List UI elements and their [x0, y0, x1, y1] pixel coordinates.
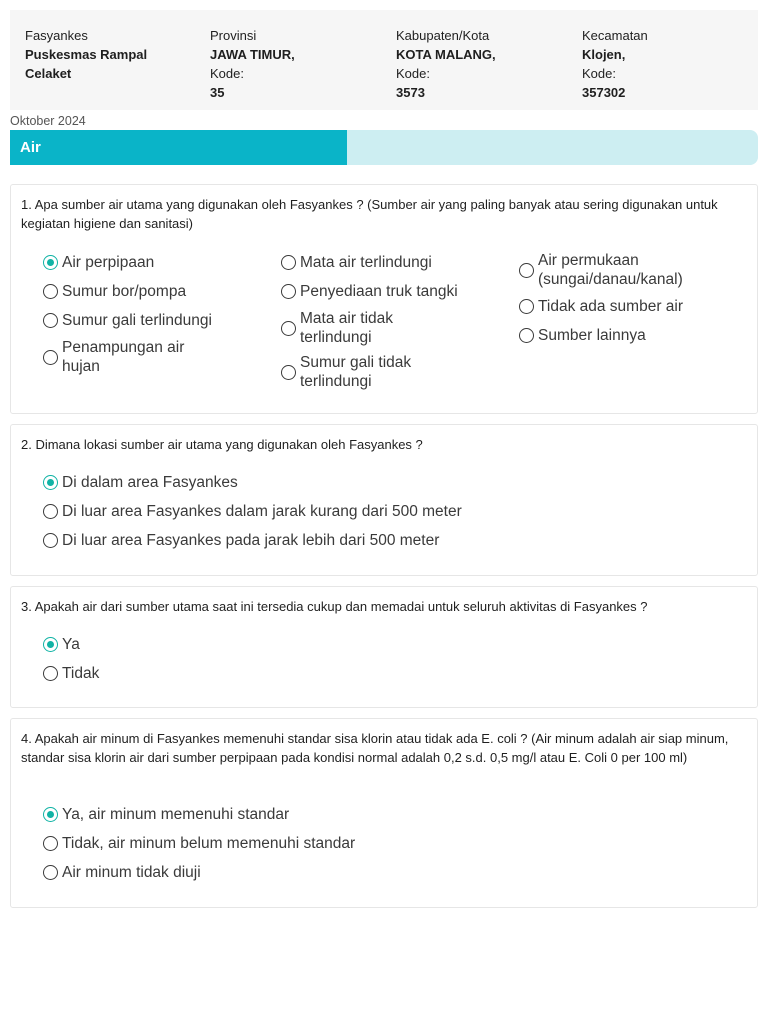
radio-icon[interactable]	[43, 284, 58, 299]
period-label: Oktober 2024	[10, 114, 86, 128]
fasyankes-column	[25, 26, 147, 83]
option-di-luar-kurang-500[interactable]	[43, 502, 462, 521]
radio-icon[interactable]	[43, 533, 58, 548]
provinsi-kode: 35	[210, 85, 225, 100]
option-sumur-bor[interactable]	[43, 282, 186, 301]
provinsi-column	[210, 26, 295, 102]
kabupaten-label: Kabupaten/Kota	[396, 28, 490, 43]
provinsi-kode-label: Kode:	[210, 66, 244, 81]
question-text: 1. Apa sumber air utama yang digunakan oleh Fasyankes ? (Sumber air yang paling banyak atau sering digunakan untuk kegiatan higiene dan sanitasi)	[21, 197, 718, 231]
option-belum-memenuhi-standar[interactable]	[43, 834, 355, 853]
fasyankes-name-line1: Puskesmas Rampal	[25, 47, 148, 62]
radio-icon[interactable]	[43, 504, 58, 519]
fasyankes-name-line2: Celaket	[25, 66, 72, 81]
radio-icon[interactable]	[43, 865, 58, 880]
option-label: Sumur gali tidak terlindungi	[300, 354, 412, 390]
option-label: Penampungan air hujan	[62, 339, 185, 375]
option-tidak[interactable]	[43, 664, 99, 683]
option-sumur-gali-tidak-terlindungi[interactable]	[281, 353, 456, 391]
option-ya[interactable]	[43, 635, 80, 654]
fasyankes-label: Fasyankes	[25, 28, 88, 43]
kecamatan-label: Kecamatan	[582, 28, 648, 43]
option-penyediaan-truk-tangki[interactable]	[281, 282, 458, 301]
kabupaten-value: KOTA MALANG,	[396, 47, 496, 62]
question-text: 4. Apakah air minum di Fasyankes memenuhi standar sisa klorin atau tidak ada E. coli ? (Air minum adalah air siap minum, standar sisa klorin air dari sumber perpipaan pada kondisi normal adalah 0,2 s.d. 0,5 mg/l atau E. Coli 0 per 100 ml)	[21, 731, 729, 765]
option-label: Air minum tidak diuji	[62, 864, 201, 881]
option-label: Di luar area Fasyankes pada jarak lebih dari 500 meter	[62, 532, 440, 549]
option-label: Sumur bor/pompa	[62, 283, 187, 300]
question-card-1	[10, 184, 758, 414]
option-memenuhi-standar[interactable]	[43, 805, 289, 824]
option-label: Tidak	[62, 665, 100, 682]
radio-icon[interactable]	[519, 263, 534, 278]
facility-header	[10, 10, 758, 110]
option-mata-air-tidak-terlindungi[interactable]	[281, 309, 446, 347]
radio-icon[interactable]	[43, 313, 58, 328]
progress-fill	[10, 130, 347, 165]
question-card-3	[10, 586, 758, 708]
option-tidak-ada-sumber-air[interactable]	[519, 297, 683, 316]
radio-icon[interactable]	[281, 321, 296, 336]
radio-icon[interactable]	[43, 836, 58, 851]
radio-icon[interactable]	[43, 807, 58, 822]
kecamatan-column	[582, 26, 648, 102]
kabupaten-kode: 3573	[396, 85, 425, 100]
option-label: Mata air terlindungi	[300, 254, 432, 271]
option-label: Mata air tidak terlindungi	[300, 310, 394, 346]
radio-icon[interactable]	[281, 284, 296, 299]
kecamatan-kode: 357302	[582, 85, 626, 100]
radio-icon[interactable]	[281, 255, 296, 270]
option-tidak-diuji[interactable]	[43, 863, 201, 882]
section-title: Air	[20, 139, 41, 156]
radio-icon[interactable]	[43, 637, 58, 652]
option-label: Di luar area Fasyankes dalam jarak kurang dari 500 meter	[62, 503, 462, 520]
radio-icon[interactable]	[519, 299, 534, 314]
option-label: Ya	[62, 636, 80, 653]
kecamatan-kode-label: Kode:	[582, 66, 616, 81]
option-di-dalam-area[interactable]	[43, 473, 238, 492]
radio-icon[interactable]	[43, 666, 58, 681]
radio-icon[interactable]	[43, 255, 58, 270]
option-di-luar-lebih-500[interactable]	[43, 531, 439, 550]
kecamatan-value: Klojen,	[582, 47, 626, 62]
option-penampungan-air-hujan[interactable]	[43, 338, 218, 376]
option-label: Sumber lainnya	[538, 327, 646, 344]
provinsi-label: Provinsi	[210, 28, 257, 43]
option-label: Air permukaan (sungai/danau/kanal)	[538, 252, 683, 288]
option-sumber-lainnya[interactable]	[519, 326, 646, 345]
option-air-perpipaan[interactable]	[43, 253, 154, 272]
option-label: Ya, air minum memenuhi standar	[62, 806, 290, 823]
option-label: Tidak ada sumber air	[538, 298, 684, 315]
section-progress-bar	[10, 130, 758, 165]
radio-icon[interactable]	[519, 328, 534, 343]
question-text: 2. Dimana lokasi sumber air utama yang digunakan oleh Fasyankes ?	[21, 437, 423, 452]
option-label: Di dalam area Fasyankes	[62, 474, 238, 491]
question-card-4	[10, 718, 758, 908]
radio-icon[interactable]	[43, 350, 58, 365]
kabupaten-kode-label: Kode:	[396, 66, 430, 81]
option-air-permukaan[interactable]	[519, 251, 719, 289]
option-label: Sumur gali terlindungi	[62, 312, 212, 329]
option-label: Air perpipaan	[62, 254, 155, 271]
option-sumur-gali-terlindungi[interactable]	[43, 311, 212, 330]
radio-icon[interactable]	[43, 475, 58, 490]
radio-icon[interactable]	[281, 365, 296, 380]
question-card-2	[10, 424, 758, 576]
option-mata-air-terlindungi[interactable]	[281, 253, 432, 272]
kabupaten-column	[396, 26, 496, 102]
question-text: 3. Apakah air dari sumber utama saat ini tersedia cukup dan memadai untuk seluruh aktivitas di Fasyankes ?	[21, 599, 648, 614]
option-label: Penyediaan truk tangki	[300, 283, 458, 300]
option-label: Tidak, air minum belum memenuhi standar	[62, 835, 356, 852]
provinsi-value: JAWA TIMUR,	[210, 47, 295, 62]
